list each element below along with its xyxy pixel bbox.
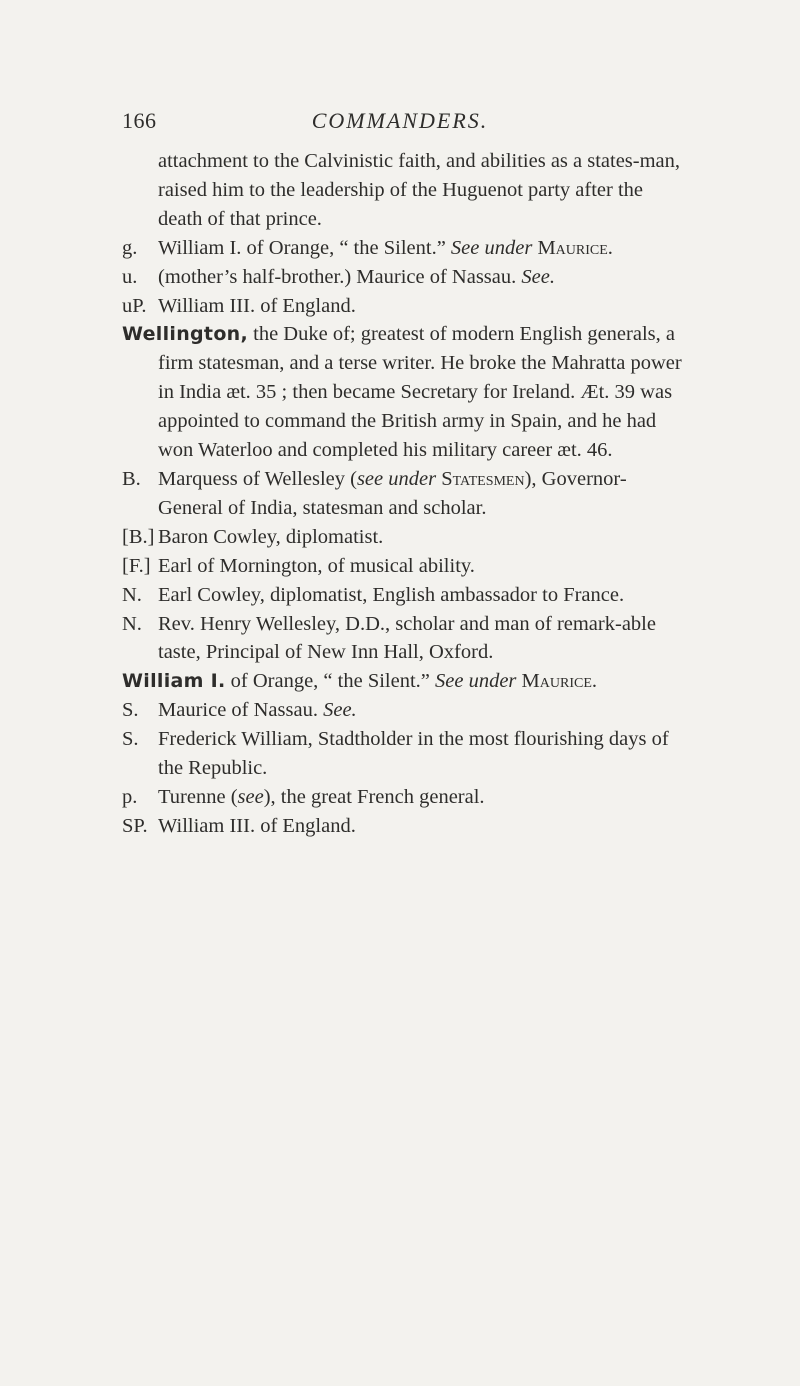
entry-text: Earl of Mornington, of musical ability. — [158, 554, 475, 577]
relation-entry — [122, 465, 688, 523]
entry-text: ), Governor-General of India, statesman and scholar. — [158, 467, 627, 519]
entry-text: of Orange, “ the Silent.” — [225, 670, 436, 693]
cross-reference-name: Maurice. — [521, 670, 598, 693]
relation-entry — [122, 783, 688, 812]
entry-text: William III. of England. — [158, 814, 356, 837]
entry-text: William I. of Orange, “ the Silent.” — [158, 236, 451, 259]
entry-text: Earl Cowley, diplomatist, English ambassador to France. — [158, 583, 625, 606]
relation-key: S. — [122, 728, 139, 751]
relation-key: S. — [122, 699, 139, 722]
cross-reference: See under — [435, 670, 517, 693]
entry-text: Frederick William, Stadtholder in the most flourishing days of the Republic. — [158, 728, 669, 780]
entry-text: Turenne ( — [158, 785, 238, 808]
relation-entry — [122, 523, 688, 552]
relation-key: SP. — [122, 814, 148, 837]
cross-reference: See. — [323, 699, 357, 722]
main-entry — [122, 667, 688, 696]
entry-text: ), the great French general. — [263, 785, 485, 808]
relation-key: [F.] — [122, 554, 151, 577]
entry-text: Baron Cowley, diplomatist. — [158, 525, 384, 548]
main-entry — [122, 320, 688, 465]
cross-reference: see — [237, 785, 264, 808]
relation-key: [B.] — [122, 525, 155, 548]
relation-entry — [122, 263, 688, 292]
cross-reference: See. — [521, 265, 555, 288]
entry-text: Rev. Henry Wellesley, D.D., scholar and man of remark-able taste, Principal of New Inn Hall, Oxford. — [158, 612, 656, 664]
relation-key: p. — [122, 785, 138, 808]
text-block — [122, 147, 688, 841]
relation-entry — [122, 696, 688, 725]
entry-text: attachment to the Calvinistic faith, and abilities as a states-man, raised him to the leadership of the Huguenot party after the death of that prince. — [158, 150, 681, 230]
cross-reference: See under — [450, 236, 533, 259]
relation-entry — [122, 725, 688, 783]
cross-reference: see under — [356, 467, 437, 490]
relation-key: N. — [122, 612, 142, 635]
relation-key: B. — [122, 467, 141, 490]
relation-entry — [122, 812, 688, 841]
cross-reference-name: Statesmen — [441, 467, 525, 490]
running-head: COMMANDERS. — [311, 108, 489, 133]
relation-key: uP. — [122, 294, 147, 317]
main-entry-name: Wellington, — [122, 323, 249, 346]
entry-text: William III. of England. — [158, 294, 356, 317]
entry-text: Maurice of Nassau. — [158, 699, 324, 722]
entry-text: (mother’s half-brother.) Maurice of Nassau. — [158, 265, 522, 288]
relation-key: u. — [122, 265, 138, 288]
relation-entry — [122, 552, 688, 581]
relation-entry — [122, 581, 688, 610]
entry-text: Marquess of Wellesley ( — [158, 467, 357, 490]
continuation-paragraph — [122, 147, 688, 234]
relation-key: g. — [122, 236, 138, 259]
relation-entry — [122, 292, 688, 321]
relation-key: N. — [122, 583, 142, 606]
page-number: 166 — [122, 108, 157, 133]
cross-reference-name: Maurice. — [537, 236, 613, 259]
relation-entry — [122, 610, 688, 668]
main-entry-name: William I. — [122, 670, 226, 693]
relation-entry — [122, 234, 688, 263]
entry-text: the Duke of; greatest of modern English generals, a firm statesman, and a terse writer. He broke the Mahratta power in India æt. 35 ; then became Secretary for Ireland. Æt. 39 was appointed to command the British army in Spain, and he had won Waterloo and completed his military career æt. 46. — [158, 323, 682, 462]
